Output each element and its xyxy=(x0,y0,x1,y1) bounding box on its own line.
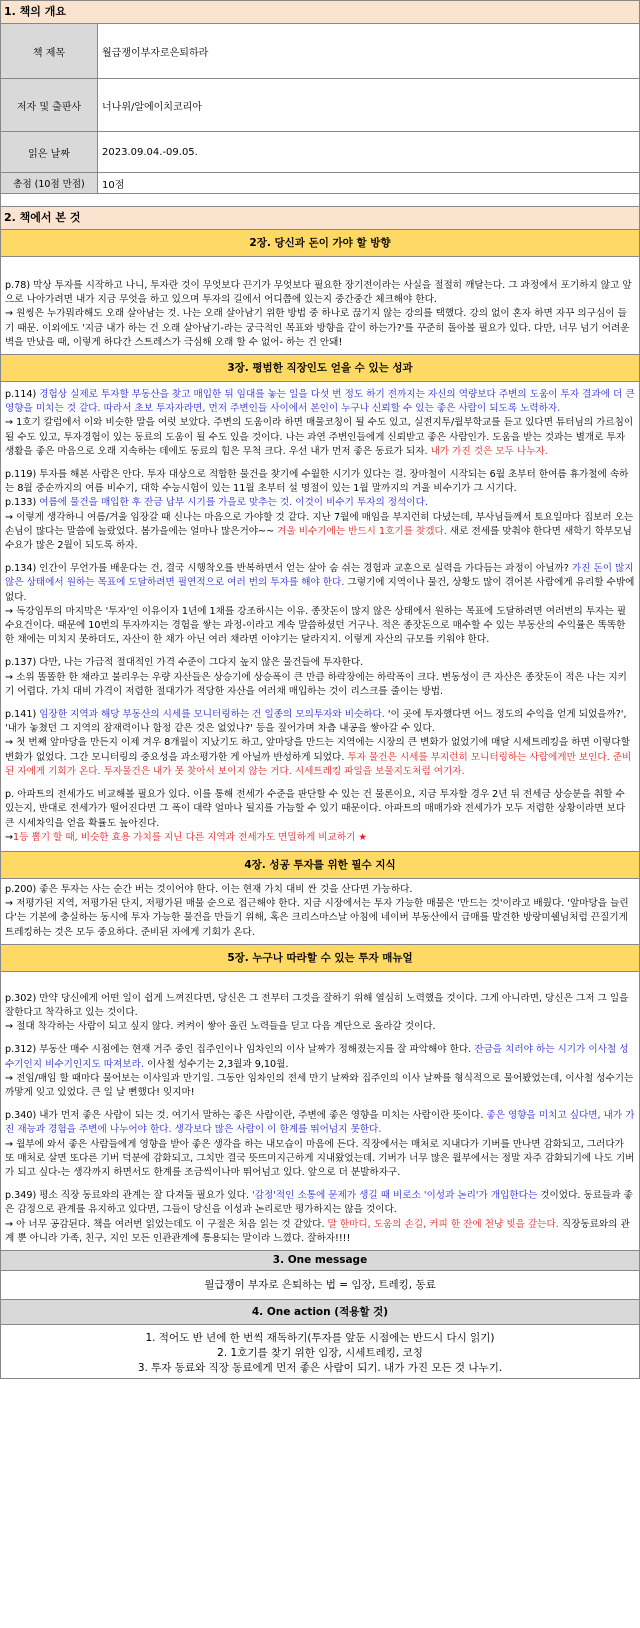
overview-label: 읽은 날짜 xyxy=(1,132,98,172)
note-paragraph xyxy=(5,992,635,1035)
highlight-red-text: 말 한마디, 도움의 손길, 커피 한 잔에 천냥 빚을 갚는다. xyxy=(327,1218,559,1230)
seen-heading: 2. 책에서 본 것 xyxy=(1,207,639,230)
note-paragraph xyxy=(5,468,635,553)
note-text: p. 아파트의 전세가도 비교해볼 필요가 있다. 이를 통해 전세가 수준을 판단할 수 있는 건 물론이요, 지금 투자할 경우 2년 뒤 전세금 상승분을 취할 수 있는지, 반대로 전세가가 떨어진다면 그 폭이 대략 얼마나 될지를 가늠할 수 있기 때문이다. 아파트의 매매가와 전세가가 모두 저렴한 상황이라면 보다 큰 시세차익을 얻을 확률도 높아진다. xyxy=(5,789,626,829)
note-text: → 1호기 칼럼에서 이와 비슷한 말을 여럿 보았다. 주변의 도움이라 하면 매물코칭이 될 수도 있고, 실전지투/월부학교를 듣고 있다면 튜터님의 가르침이 될 수도 있고, 투자경험이 있는 동료의 도움이 될 수도 있을 것이다. 나는 과연 주변인들에게 신뢰받고 좋은 사람인가. 도움을 받는 것과는 별개로 투자 생활을 좋은 마음으로 오래 지속하는 데에도 동료의 힘은 무척 크다. 우선 내가 먼저 좋은 동료가 되자. xyxy=(5,417,634,457)
overview-label: 책 제목 xyxy=(1,24,98,78)
note-text: p.78) 막상 투자를 시작하고 나니, 투자란 것이 무엇보다 끈기가 무엇보다 필요한 장기전이라는 사실을 절절히 깨달는다. 그 과정에서 포기하지 않고 앞으로 나아가려면 내가 지금 무엇을 하고 있으며 투자의 길에서 어디쯤에 있는지 중간중간 체크해야 한다. xyxy=(5,280,632,306)
chapters-container xyxy=(1,230,639,1251)
note-text: p.340) 내가 먼저 좋은 사람이 되는 것. 여기서 말하는 좋은 사람이란, 주변에 좋은 영향을 미치는 사람이란 뜻이다. xyxy=(5,1110,487,1122)
highlight-blue-text: 가진 돈이 많지 않은 상태에서 원하는 목표에 도달하려면 필연적으로 여러 번의 투자를 해야 한다. xyxy=(5,563,634,589)
overview-row-title xyxy=(1,24,639,79)
chapter-title: 2장. 당신과 돈이 가야 할 방향 xyxy=(1,230,639,257)
note-text: → 월부에 와서 좋은 사람들에게 영향을 받아 좋은 생각을 하는 내모습이 마음에 든다. 직장에서는 매처로 지내다가 기버를 만나면 감화되고, 그러다가 또 매처로 살면 또다른 기버 덕분에 감화되고, 그치만 결국 뜻뜨미지근하게 지내왔었는데. 기버가 너무 많은 월부에서는 정말 자주 감화되기에 나도 기버가 되고 싶다-는 생각까지 하면서도 한계를 조금씩이나마 뛰어넘고 있다. 앞으로 더 분발하자구. xyxy=(5,1138,635,1178)
highlight-blue-text: '감정'적인 소통에 문제가 생길 때 비로소 '이성과 논리'가 개입한다는 xyxy=(252,1190,538,1202)
note-text: → 아 너무 공감된다. 책을 여러번 읽었는데도 이 구절은 처음 읽는 것 같았다. xyxy=(5,1218,328,1230)
highlight-blue-text: 좋은 영향을 미치고 싶다면, 내가 가진 재능과 경험을 주변에 나누어야 한다. 생각보다 많은 사람이 이 한계를 뛰어넘지 못한다. xyxy=(5,1110,635,1136)
note-text: → 첫 번째 앞마당을 만든지 이제 겨우 8개월이 지났기도 하고, 앞마당을 만드는 지역에는 시장의 큰 변화가 없었기에 매달 시세트레킹을 하면 이렇다할 변화가 없었다. 그간 모니터링의 중요성을 과소평가한 게 아닐까 반성하게 되었다. xyxy=(5,737,630,763)
note-text: p.312) 부동산 매수 시점에는 현재 거주 중인 집주인이나 임차인의 이사 날짜가 정해졌는지를 잘 파악해야 한다. xyxy=(5,1044,475,1056)
overview-row-date xyxy=(1,132,639,173)
chapter-body xyxy=(1,972,639,1251)
note-text: p.349) 평소 직장 동료와의 관계는 잘 다져둘 필요가 있다. xyxy=(5,1190,253,1202)
note-text: → 절대 착각하는 사람이 되고 싶지 않다. 켜켜이 쌓아 올린 노력들을 딛고 다음 계단으로 올라갈 것이다. xyxy=(5,1021,436,1033)
overview-value: 너나위/알에이치코리아 xyxy=(102,101,202,113)
note-text: p.302) 만약 당신에게 어떤 일이 쉽게 느껴진다면, 당신은 그 전부터 그것을 잘하기 위해 열심히 노력했을 것이다. 그게 아니라면, 당신은 그저 그 일을 잘한다고 착각하고 있는 것이다. xyxy=(5,992,629,1018)
overview-heading: 1. 책의 개요 xyxy=(1,1,639,24)
note-text: 것이었다. 동료들과 좋은 감정으로 관계를 유지하고 있다면, 그들이 당신을 이성과 논리로만 평가하지는 않을 것이다. xyxy=(5,1190,633,1216)
note-paragraph xyxy=(5,279,635,350)
overview-value: 2023.09.04.-09.05. xyxy=(102,146,198,158)
note-text: → 원씽은 누가뭐라해도 오래 살아남는 것. 나는 오래 살아남기 위한 방법 중 하나로 끊기지 않는 강의를 택했다. 강의 없이 혼자 하면 자꾸 의구심이 들기 때문. 이외에도 '지금 내가 하는 건 오래 살아남기-라는 궁극적인 목표와 방향을 같이 하는가?'를 꾸준히 돌아볼 필요가 있다. 다만, 너무 넘기 어려운 벽을 만났을 때, 이렇게 하다간 스트레스가 극심해 오래 할 수 없어- 하는 건 안돼! xyxy=(5,308,630,348)
highlight-red-text: 투자 물건은 시세를 부지런히 모니터링하는 사람에게만 보인다. 준비된 자에게 기회가 온다. 투자물건은 내가 못 찾아서 보이지 않는 거다. 시세트레킹 파일을 보물지도처럼 여기자. xyxy=(5,751,632,777)
highlight-blue-text: 임장한 지역과 해당 부동산의 시세를 모니터링하는 건 일종의 모의투자와 비슷하다. xyxy=(39,709,385,721)
chapter-title: 3장. 평범한 직장인도 얻을 수 있는 성과 xyxy=(1,355,639,382)
note-text: '이 곳에 투자했다면 어느 정도의 수익을 얻게 되었을까?', '내가 놓쳤던 그 지역의 잠재력이나 함정 같은 것은 없었나?' 등을 짚어가며 차츰 내공을 쌓아갈 수 있다. xyxy=(5,709,627,735)
overview-label: 저자 및 출판사 xyxy=(1,79,98,131)
note-text: p.141) xyxy=(5,709,40,721)
note-text: → 전임/매임 할 때마다 물어보는 이사일과 만기일. 그동안 임차인의 전세 만기 날짜와 집주인의 이사 날짜를 형식적으로 물어봤었는데, 이사철 성수기는 까맣게 잊고 있었다. 큰 일 날 뻔했다! 잊지마! xyxy=(5,1072,634,1098)
overview-row-score xyxy=(1,173,639,194)
overview-value: 10점 xyxy=(102,179,125,191)
note-text: p.200) 좋은 투자는 사는 순간 버는 것이어야 한다. 이는 현재 가치 대비 싼 것을 산다면 가능하다. xyxy=(5,883,413,895)
action-heading: 4. One action (적용할 것) xyxy=(1,1300,639,1325)
spacer xyxy=(1,194,639,207)
note-paragraph xyxy=(5,656,635,699)
note-text: → 소위 똘똘한 한 채라고 불리우는 우량 자산들은 상승기에 상승폭이 큰 만큼 하락장에는 하락폭이 크다. 변동성이 큰 자산은 종잣돈이 적은 나는 지키기 어렵다. 가치 대비 가격이 저렴한 절대가가 적당한 자산을 여러채 매입하는 것이 리스크를 줄이는 방법. xyxy=(5,671,627,697)
overview-row-author xyxy=(1,79,639,132)
note-paragraph xyxy=(5,788,635,845)
message-heading: 3. One message xyxy=(1,1251,639,1271)
one-message-text: 월급쟁이 부자로 은퇴하는 법 = 임장, 트레킹, 동료 xyxy=(1,1271,639,1300)
action-item: 3. 투자 동료와 직장 동료에게 먼저 좋은 사람이 되기. 내가 가진 모든 것 나누기. xyxy=(137,1361,503,1374)
overview-value: 월급쟁이부자로은퇴하라 xyxy=(102,47,209,59)
highlight-red-text: 내가 가진 것은 모두 나누자. xyxy=(430,445,548,457)
action-item: 1. 적어도 반 년에 한 번씩 재독하기(투자를 앞둔 시점에는 반드시 다시 읽기) xyxy=(145,1331,495,1344)
note-text: → xyxy=(5,831,14,843)
note-paragraph xyxy=(5,1043,635,1100)
highlight-red-text: 1등 뽑기 할 때, 비슷한 효용 가치를 지닌 다른 지역과 전세가도 면밀하게 비교하기 ★ xyxy=(13,831,368,843)
note-paragraph xyxy=(5,708,635,779)
note-paragraph xyxy=(5,388,635,459)
note-text: p.134) 인간이 무언가를 배운다는 건, 결국 시행착오를 반복하면서 얻는 살아 숨 쉬는 경험과 교훈으로 실력을 가다듬는 과정이 아닐까? xyxy=(5,563,572,575)
chapter-body xyxy=(1,257,639,355)
note-text: → 저평가된 지역, 저평가된 단지, 저평가된 매물 순으로 접근해야 한다. 지금 시장에서는 투자 가능한 매물은 '만드는 것'이라고 배웠다. '앞마당을 늘린다'는 기본에 충실하는 동시에 투자 가능한 물건을 만들기 위해, 혹은 크리스마스날 아침에 네이버 부동산에서 급매를 발견한 방랑미쉘님처럼 끈질기게 트레킹하는 것은 모두 중요하다. 준비된 자에게 기회가 온다. xyxy=(5,898,629,938)
note-paragraph xyxy=(5,883,635,940)
chapter-body xyxy=(1,382,639,852)
note-paragraph xyxy=(5,1109,635,1180)
note-paragraph xyxy=(5,1189,635,1246)
highlight-blue-text: 경험상 실제로 투자할 부동산을 찾고 매입한 뒤 임대를 놓는 일을 다섯 번 정도 하기 전까지는 자신의 역량보다 주변의 도움이 투자 결과에 더 큰 영향을 미치는 것 같다. 따라서 초보 투자자라면, 먼저 주변인들 사이에서 본인이 누구나 신뢰할 수 있는 좋은 사람이 되도록 노력하자. xyxy=(5,389,635,415)
note-paragraph xyxy=(5,562,635,647)
note-text: 직장동료와의 관계 뿐 아니라 가족, 친구, 지인 모든 인관관계에 통용되는 말이라 느꼈다. 잘하자!!!! xyxy=(5,1218,630,1244)
note-text: p.119) 투자를 해본 사람은 안다. 투자 대상으로 적합한 물건을 찾기에 수월한 시기가 있다는 걸. 장마철이 시작되는 6월 초부터 한여름 휴가철에 속하는 8월 중순까지의 여름 비수기, 대학 수능시험이 있는 11월 초부터 설 명절이 있는 1월 말까지의 겨울 비수기가 그 시기다. xyxy=(5,469,629,495)
note-text: p.133) xyxy=(5,497,40,509)
note-text: → 이렇게 생각하니 여름/겨울 임장갈 때 신나는 마음으로 가야할 것 같다. 지난 7월에 매임을 부지런히 다녔는데, 부사님들께서 토요일마다 집보러 오는 손님이 많다는 말씀에 놀랐었다. 봄가을에는 얼마나 많은거야~~ xyxy=(5,511,634,537)
note-text: p.137) 다만, 나는 가급적 절대적인 가격 수준이 그다지 높지 않은 물건들에 투자한다. xyxy=(5,657,364,669)
chapter-title: 4장. 성공 투자를 위한 필수 지식 xyxy=(1,852,639,879)
note-text: p.114) xyxy=(5,389,40,401)
note-text: 그렇기에 지역이나 물건, 상황도 많이 겪어본 사람에게 유리할 수밖에 없다. xyxy=(5,577,635,603)
note-text: → 독강임투의 마지막은 '투자'인 이유이자 1년에 1채를 강조하시는 이유. 종잣돈이 많지 않은 상태에서 원하는 목표에 도달하려면 여러번의 투자는 필수요건이다. 때문에 10번의 투자까지는 경험을 쌓는 과정-이라고 계속 말씀하셨던 거구나. 적은 종잣돈으로 매수할 수 있는 부동산의 수익률은 똑똑한 한 채에는 미치지 못하더도, 자산이 한 채가 아닌 여러 채라면 이야기는 달라지지. 이렇게 자산의 규모를 키워야 한다. xyxy=(5,605,626,646)
action-list xyxy=(1,1325,639,1379)
chapter-body xyxy=(1,879,639,945)
highlight-blue-text: 잔금을 치러야 하는 시기가 이사철 성수기인지 비수기인지도 따져보라. xyxy=(5,1044,629,1070)
action-item: 2. 1호기를 찾기 위한 임장, 시세트레킹, 코칭 xyxy=(217,1346,423,1359)
chapter-title: 5장. 누구나 따라할 수 있는 투자 매뉴얼 xyxy=(1,945,639,972)
highlight-red-text: 겨울 비수기에는 반드시 1호기를 찾겠다. xyxy=(277,525,447,537)
note-text: 이사철 성수기는 2,3월과 9,10월. xyxy=(143,1058,289,1070)
note-text: 새로 전세를 맞춰야 한다면 새학기 학부모님 수요가 많은 2월이 되도록 하자. xyxy=(5,525,632,552)
highlight-blue-text: 여름에 물건을 매입한 후 잔금 납부 시기를 가을로 맞추는 것. 이것이 비수기 투자의 정석이다. xyxy=(39,497,428,509)
overview-label: 총점 (10점 만점) xyxy=(1,173,98,193)
